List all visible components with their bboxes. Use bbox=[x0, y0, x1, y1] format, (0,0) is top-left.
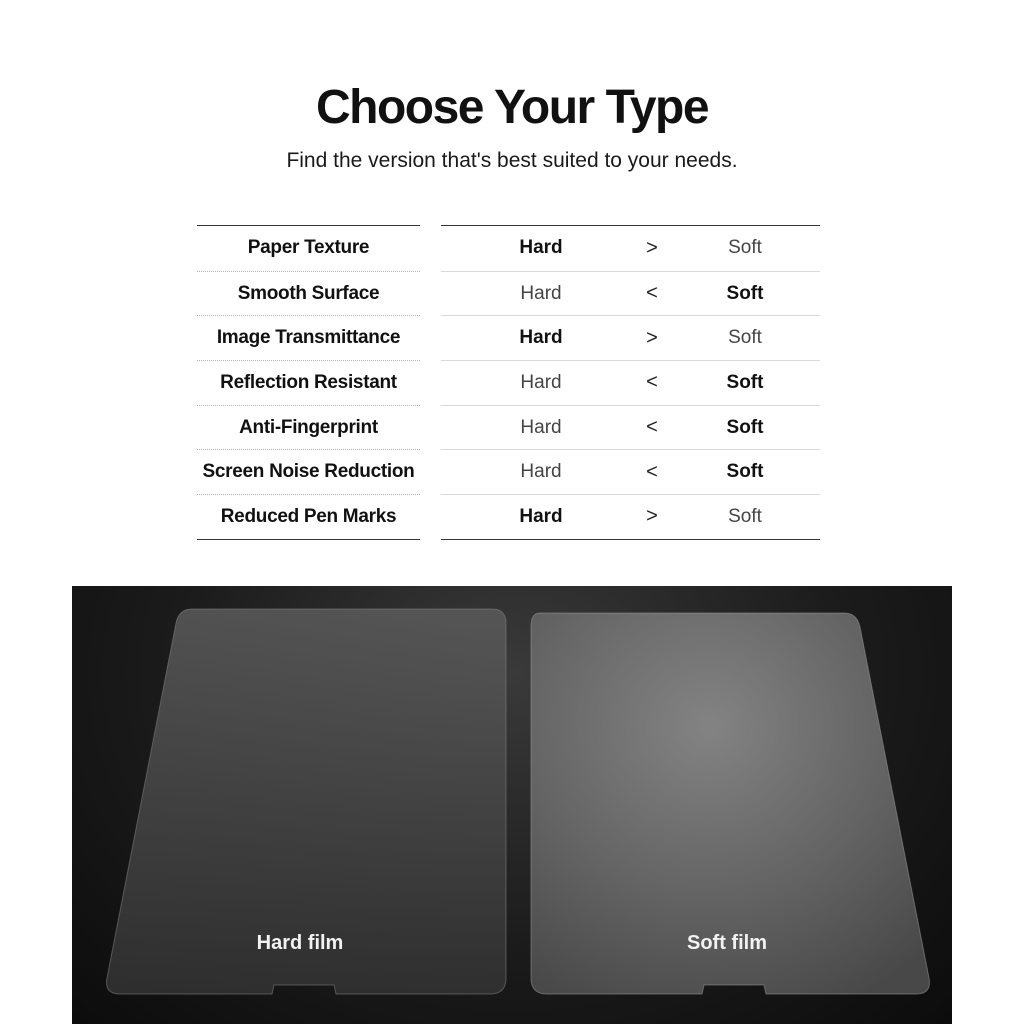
comparison-row bbox=[441, 405, 820, 450]
hard-film-label: Hard film bbox=[256, 932, 344, 954]
comparison-row bbox=[441, 494, 820, 539]
comparison-operator: < bbox=[646, 371, 658, 394]
comparison-row bbox=[441, 315, 820, 360]
comparison-operator: > bbox=[646, 326, 658, 349]
feature-label: Reduced Pen Marks bbox=[197, 494, 420, 539]
comparison-row bbox=[441, 226, 820, 271]
feature-label: Paper Texture bbox=[247, 237, 370, 259]
comparison-row bbox=[441, 449, 820, 494]
film-photo bbox=[72, 586, 952, 1024]
soft-value: Soft bbox=[728, 505, 762, 527]
soft-film-label: Soft film bbox=[687, 932, 767, 954]
feature-label: Screen Noise Reduction bbox=[197, 449, 420, 494]
feature-column bbox=[197, 225, 420, 540]
film-illustration bbox=[72, 586, 952, 1024]
page-subtitle: Find the version that's best suited to your needs. bbox=[286, 149, 738, 172]
feature-label: Image Transmittance bbox=[197, 315, 420, 360]
hard-value: Hard bbox=[520, 416, 562, 438]
comparison-row bbox=[441, 360, 820, 405]
hard-value: Hard bbox=[520, 282, 562, 304]
comparison-column bbox=[441, 225, 820, 540]
comparison-operator: > bbox=[646, 505, 658, 528]
hard-value: Hard bbox=[519, 327, 563, 349]
soft-value: Soft bbox=[726, 461, 764, 483]
comparison-operator: < bbox=[646, 416, 658, 439]
feature-label: Smooth Surface bbox=[197, 271, 420, 316]
comparison-operator: < bbox=[646, 282, 658, 305]
soft-value: Soft bbox=[726, 416, 764, 438]
page-title: Choose Your Type bbox=[315, 81, 709, 134]
hard-value: Hard bbox=[519, 505, 563, 527]
hard-value: Hard bbox=[519, 237, 563, 259]
feature-label: Reflection Resistant bbox=[197, 360, 420, 405]
hard-value: Hard bbox=[520, 461, 562, 483]
feature-label: Anti-Fingerprint bbox=[197, 405, 420, 450]
soft-value: Soft bbox=[728, 237, 762, 259]
comparison-row bbox=[441, 271, 820, 316]
soft-value: Soft bbox=[728, 327, 762, 349]
comparison-operator: > bbox=[646, 236, 658, 259]
soft-value: Soft bbox=[726, 371, 764, 393]
soft-value: Soft bbox=[726, 282, 764, 304]
comparison-operator: < bbox=[646, 460, 658, 483]
hard-value: Hard bbox=[520, 371, 562, 393]
